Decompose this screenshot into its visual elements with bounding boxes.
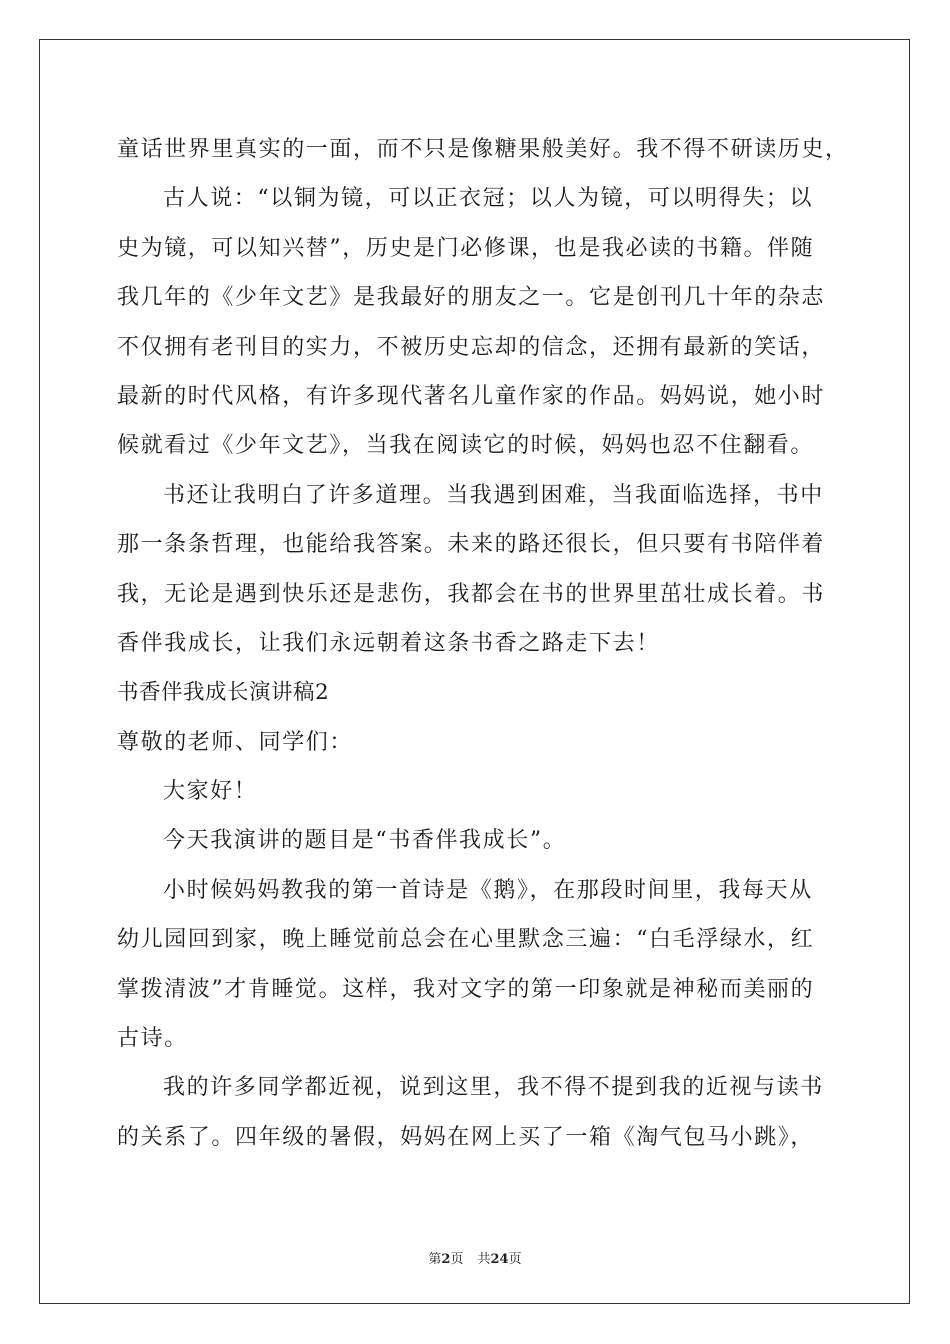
text-line: 幼儿园回到家，晚上睡觉前总会在心里默念三遍：“白毛浮绿水，红 [117,927,815,953]
page-prefix: 第 [428,1252,442,1267]
document-body [117,125,847,1162]
text-line: 最新的时代风格，有许多现代著名儿童作家的作品。妈妈说，她小时 [117,383,826,409]
text-line: 的关系了。四年级的暑假，妈妈在网上买了一箱《淘气包马小跳》， [117,1124,815,1150]
page-suffix: 页 [450,1252,464,1267]
text-line: 那一条条哲理，也能给我答案。未来的路还很长，但只要有书陪伴着 [117,532,826,558]
text-line: 我的许多同学都近视，说到这里，我不得不提到我的近视与读书 [163,1075,824,1101]
section-title: 书香伴我成长演讲稿2 [117,680,330,706]
total-pages: 24 [490,1252,509,1267]
speech-topic: 今天我演讲的题目是“书香伴我成长”。 [163,828,567,854]
page-number: 2 [441,1252,451,1267]
text-line: 童话世界里真实的一面，而不只是像糖果般美好。我不得不研读历史， [117,137,849,162]
text-line: 我，无论是遇到快乐还是悲伤，我都会在书的世界里茁壮成长着。书 [117,581,826,607]
text-line: 小时候妈妈教我的第一首诗是《鹅》，在那段时间里，我每天从 [163,877,813,903]
text-line: 我几年的《少年文艺》是我最好的朋友之一。它是创刊几十年的杂志 [117,285,826,311]
text-line: 香伴我成长，让我们永远朝着这条书香之路走下去！ [117,630,660,656]
total-suffix: 页 [508,1252,522,1267]
text-line: 不仅拥有老刊目的实力，不被历史忘却的信念，还拥有最新的笑话， [117,334,826,360]
text-line: 古诗。 [117,1026,188,1052]
text-line: 候就看过《少年文艺》，当我在阅读它的时候，妈妈也忍不住翻看。 [117,433,815,459]
text-line: 掌拨清波”才肯睡觉。这样，我对文字的第一印象就是神秘而美丽的 [117,976,815,1002]
text-line: 书还让我明白了许多道理。当我遇到困难，当我面临选择，书中 [163,482,824,508]
total-prefix: 共 [477,1252,491,1267]
text-line: 古人说：“以铜为镜，可以正衣冠；以人为镜，可以明得失；以 [163,186,814,212]
page-footer [0,1248,950,1267]
text-line: 史为镜，可以知兴替”，历史是门必修课，也是我必读的书籍。伴随 [117,235,815,261]
salutation: 尊敬的老师、同学们： [117,729,354,755]
greeting: 大家好！ [163,779,258,805]
